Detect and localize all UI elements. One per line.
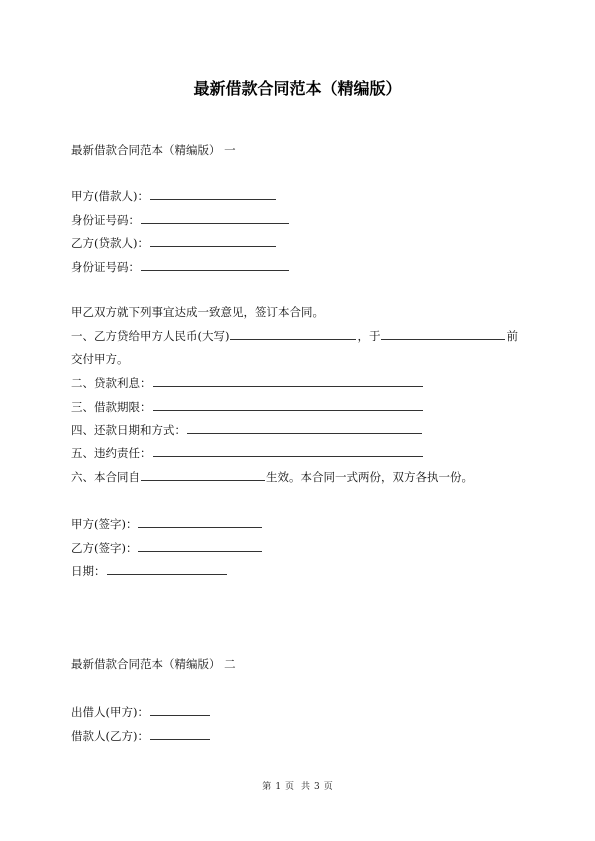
footer-page-label: 第	[262, 782, 272, 792]
footer-page-total: 3	[313, 782, 320, 792]
clause-1-cont: 交付甲方。	[71, 352, 129, 366]
clause-3	[71, 398, 424, 415]
party-b-line	[71, 234, 277, 251]
effective-date-blank[interactable]	[141, 468, 265, 481]
lender-line	[71, 703, 211, 720]
term-blank[interactable]	[153, 398, 423, 411]
footer-page-unit: 页	[285, 782, 295, 792]
id-a-label: 身份证号码：	[71, 213, 140, 227]
interest-blank[interactable]	[153, 374, 423, 387]
document-title: 最新借款合同范本（精编版）	[193, 79, 402, 98]
id-a-blank[interactable]	[141, 211, 289, 224]
id-b-line	[71, 258, 290, 275]
date-blank[interactable]	[107, 562, 227, 575]
sign-b-blank[interactable]	[138, 539, 262, 552]
sign-a-blank[interactable]	[138, 515, 262, 528]
footer-total-label: 共	[300, 782, 310, 792]
clause-1	[71, 327, 518, 344]
clause-4	[71, 421, 423, 438]
footer-page-current: 1	[275, 782, 282, 792]
sign-a-line	[71, 515, 263, 532]
agreement-intro: 甲乙双方就下列事宜达成一致意见，签订本合同。	[71, 305, 324, 319]
lender-label: 出借人(甲方)：	[71, 705, 149, 719]
section1-heading: 最新借款合同范本（精编版） 一	[71, 143, 236, 157]
id-b-label: 身份证号码：	[71, 260, 140, 274]
clause-2	[71, 374, 424, 391]
id-b-blank[interactable]	[141, 258, 289, 271]
liability-blank[interactable]	[153, 444, 423, 457]
clause-6-start: 六、本合同自	[71, 470, 140, 484]
borrower-blank[interactable]	[150, 727, 210, 740]
footer-total-unit: 页	[323, 782, 333, 792]
date-label: 日期：	[71, 564, 106, 578]
party-a-blank[interactable]	[150, 187, 276, 200]
id-a-line	[71, 211, 290, 228]
party-b-blank[interactable]	[150, 234, 276, 247]
page-footer	[0, 779, 595, 792]
clause-1-mid: ，于	[357, 329, 381, 343]
clause-2-label: 二、贷款利息：	[71, 376, 152, 390]
party-a-label: 甲方(借款人)：	[71, 189, 149, 203]
sign-b-line	[71, 539, 263, 556]
clause-3-label: 三、借款期限：	[71, 400, 152, 414]
borrower-line	[71, 727, 211, 744]
section2-heading: 最新借款合同范本（精编版） 二	[71, 657, 236, 671]
clause-4-label: 四、还款日期和方式：	[71, 423, 186, 437]
clause-1-end: 前	[506, 329, 518, 343]
borrower-label: 借款人(乙方)：	[71, 729, 149, 743]
party-b-label: 乙方(贷款人)：	[71, 236, 149, 250]
clause-5	[71, 444, 424, 461]
delivery-date-blank[interactable]	[381, 327, 505, 340]
clause-6	[71, 468, 473, 485]
amount-blank[interactable]	[230, 327, 356, 340]
clause-1-start: 一、乙方贷给甲方人民币(大写)	[71, 329, 230, 343]
clause-6-end: 生效。本合同一式两份，双方各执一份。	[266, 470, 473, 484]
date-line	[71, 562, 228, 579]
sign-a-label: 甲方(签字)：	[71, 517, 138, 531]
party-a-line	[71, 187, 277, 204]
sign-b-label: 乙方(签字)：	[71, 541, 138, 555]
repayment-blank[interactable]	[187, 421, 422, 434]
clause-5-label: 五、违约责任：	[71, 446, 152, 460]
lender-blank[interactable]	[150, 703, 210, 716]
